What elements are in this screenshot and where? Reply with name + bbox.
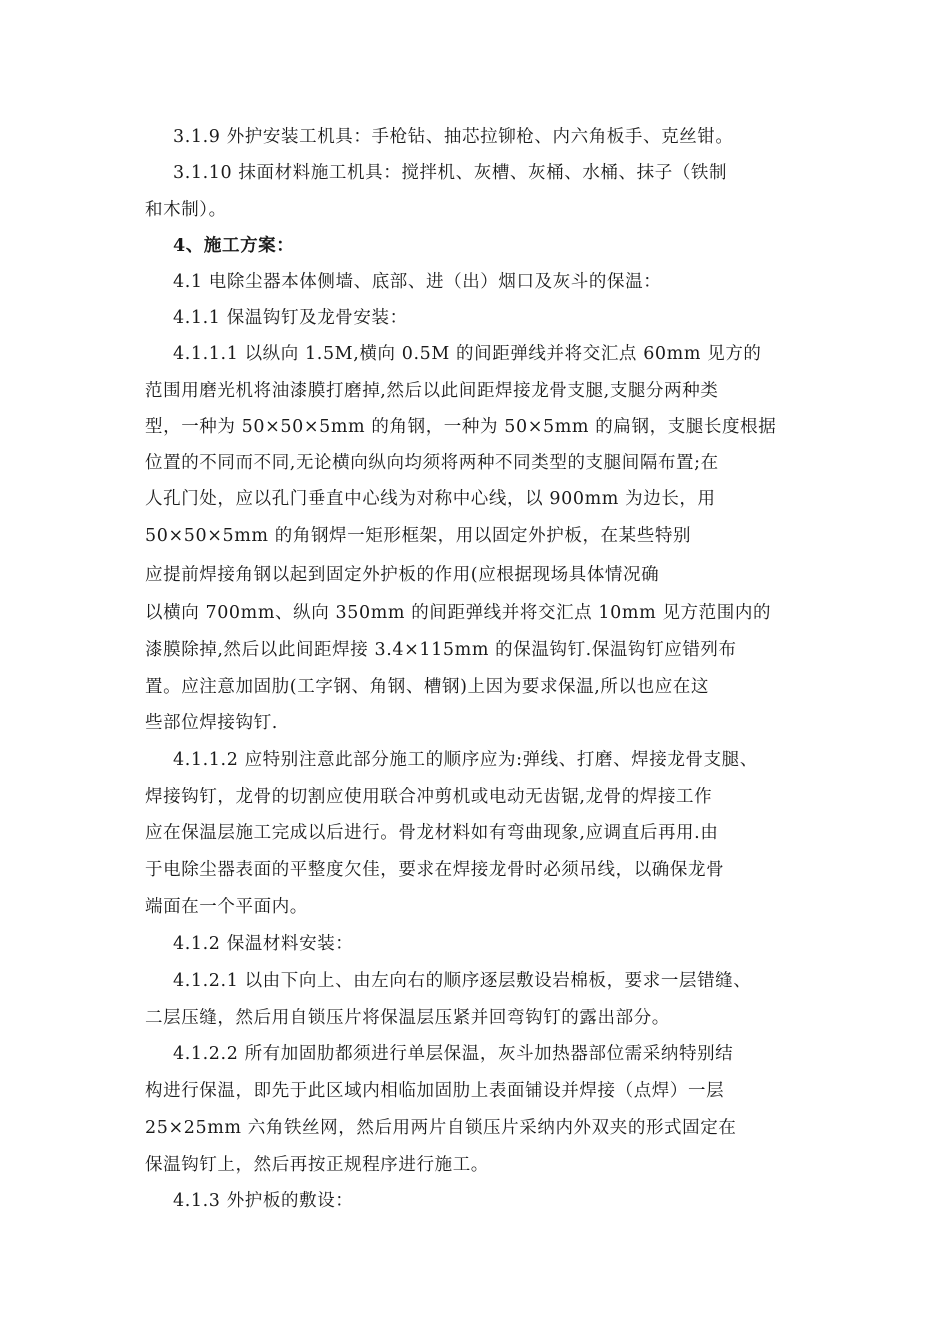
text-line: 焊接钩钉，龙骨的切割应使用联合冲剪机或电动无齿锯,龙骨的焊接工作: [145, 787, 713, 807]
text-line: 构进行保温，即先于此区域内相临加固肋上表面铺设并焊接（点焊）一层: [145, 1081, 725, 1101]
text-line: 和木制）。: [145, 200, 227, 220]
text-line-3-1-10: 3.1.10 抹面材料施工机具：搅拌机、灰槽、灰桶、水桶、抹子（铁制: [173, 163, 728, 183]
text-line-4-1-3: 4.1.3 外护板的敷设：: [173, 1191, 354, 1211]
text-line: 型，一种为 50×50×5mm 的角钢，一种为 50×5mm 的扁钢，支腿长度根据: [145, 417, 777, 437]
text-line-3-1-9: 3.1.9 外护安装工机具：手枪钻、抽芯拉铆枪、内六角板手、克丝钳。: [173, 127, 734, 147]
text-line: 范围用磨光机将油漆膜打磨掉,然后以此间距焊接龙骨支腿,支腿分两种类: [145, 381, 719, 401]
section-heading-4: 4、施工方案：: [173, 236, 295, 256]
text-line-4-1-1-1: 4.1.1.1 以纵向 1.5M,横向 0.5M 的间距弹线并将交汇点 60mm 见方的: [173, 344, 762, 364]
text-line-4-1: 4.1 电除尘器本体侧墙、底部、进（出）烟口及灰斗的保温：: [173, 272, 662, 292]
text-line-4-1-2-2: 4.1.2.2 所有加固肋都须进行单层保温，灰斗加热器部位需采纳特别结: [173, 1044, 734, 1064]
text-line: 端面在一个平面内。: [145, 897, 308, 917]
text-line: 于电除尘器表面的平整度欠佳，要求在焊接龙骨时必须吊线，以确保龙骨: [145, 860, 725, 880]
text-line: 应提前焊接角钢以起到固定外护板的作用(应根据现场具体情况确: [145, 565, 660, 585]
text-line: 位置的不同而不同,无论横向纵向均须将两种不同类型的支腿间隔布置;在: [145, 453, 719, 473]
text-line-4-1-1: 4.1.1 保温钩钉及龙骨安装：: [173, 308, 408, 328]
text-line: 保温钩钉上，然后再按正规程序进行施工。: [145, 1155, 489, 1175]
text-line: 以横向 700mm、纵向 350mm 的间距弹线并将交汇点 10mm 见方范围内的: [145, 603, 772, 623]
text-line: 50×50×5mm 的角钢焊一矩形框架，用以固定外护板，在某些特别: [145, 526, 692, 546]
text-line: 置。应注意加固肋(工字钢、角钢、槽钢)上因为要求保温,所以也应在这: [145, 677, 710, 697]
text-line: 25×25mm 六角铁丝网，然后用两片自锁压片采纳内外双夹的形式固定在: [145, 1118, 737, 1138]
text-line: 应在保温层施工完成以后进行。骨龙材料如有弯曲现象,应调直后再用.由: [145, 823, 719, 843]
text-line-4-1-1-2: 4.1.1.2 应特别注意此部分施工的顺序应为:弹线、打磨、焊接龙骨支腿、: [173, 750, 758, 770]
text-line: 漆膜除掉,然后以此间距焊接 3.4×115mm 的保温钩钉.保温钩钉应错列布: [145, 640, 737, 660]
text-line-4-1-2-1: 4.1.2.1 以由下向上、由左向右的顺序逐层敷设岩棉板，要求一层错缝、: [173, 971, 752, 991]
text-line: 二层压缝，然后用自锁压片将保温层压紧并回弯钩钉的露出部分。: [145, 1008, 670, 1028]
text-line-4-1-2: 4.1.2 保温材料安装：: [173, 934, 354, 954]
text-line: 人孔门处，应以孔门垂直中心线为对称中心线，以 900mm 为边长，用: [145, 489, 716, 509]
text-line: 些部位焊接钩钉.: [145, 713, 278, 733]
